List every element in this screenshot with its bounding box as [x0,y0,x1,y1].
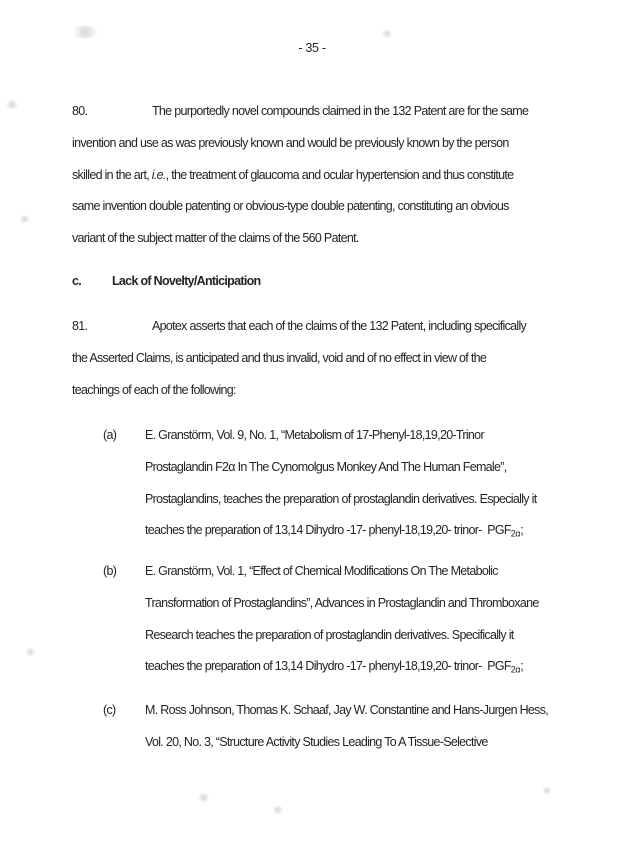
citation-line: Research teaches the preparation of prostaglandin derivatives. Specifically it [145,627,514,642]
paragraph-text: The purportedly novel compounds claimed in the 132 Patent are for the same [152,104,529,118]
paragraph-text: , the treatment of glaucoma and ocular hypertension and thus constitute [165,167,514,182]
citation-text: E. Granstörm, Vol. 1, “Effect of Chemical Modifications On The Metabolic [145,564,498,578]
pgf-subscript: 2α [510,528,521,539]
paragraph-line: same invention double patenting or obvious-type double patenting, constituting an obvious [72,199,509,214]
paragraph-number: 80. [72,104,88,118]
citation-item-a [103,420,536,551]
paragraph-line [72,311,526,343]
paragraph-text: skilled in the art, [72,167,152,182]
heading-letter: c. [72,274,82,288]
scan-smudge [18,215,31,223]
paragraph-text: Apotex asserts that each of the claims of the 132 Patent, including specifically [152,319,527,333]
paragraph-number: 81. [72,319,88,333]
paragraph-line: invention and use as was previously known and would be previously known by the person [72,135,509,150]
heading-title: Lack of Novelty/Anticipation [112,274,261,288]
page-number: - 35 - [298,41,326,55]
citation-line: Vol. 20, No. 3, “Structure Activity Studies Leading To A Tissue-Selective [145,734,488,749]
section-heading-c [72,266,260,298]
item-letter: (a) [103,428,117,442]
scan-smudge [4,100,20,109]
paragraph-81 [72,311,526,406]
citation-text: ; [520,523,523,538]
paragraph-80 [72,96,528,255]
citation-line: Prostaglandin F2α In The Cynomolgus Monkey And The Human Female”, [145,459,507,474]
citation-line [103,515,536,550]
heading-line [72,266,260,298]
citation-line [103,651,539,686]
paragraph-line [72,96,528,128]
scan-smudge [542,786,552,795]
item-letter: (b) [103,564,117,578]
citation-line: Prostaglandins, teaches the preparation of prostaglandin derivatives. Especially it [145,491,537,506]
citation-item-b [103,556,539,687]
citation-text: teaches the preparation of 13,14 Dihydro -17- phenyl-18,19,20- trinor- PGF [145,523,511,538]
citation-text: E. Granstörm, Vol. 9, No. 1, “Metabolism of 17-Phenyl-18,19,20-Trinor [145,428,484,442]
item-letter: (c) [103,703,116,717]
citation-item-c [103,695,548,759]
citation-text: teaches the preparation of 13,14 Dihydro -17- phenyl-18,19,20- trinor- PGF [145,659,511,674]
citation-text: M. Ross Johnson, Thomas K. Schaaf, Jay W. Constantine and Hans-Jurgen Hess, [145,703,549,717]
citation-line: Transformation of Prostaglandins”, Advances in Prostaglandin and Thromboxane [145,595,539,610]
scan-smudge [24,648,37,656]
citation-text: ; [520,659,523,674]
latin-abbreviation: i.e. [151,167,166,182]
scan-smudge [68,26,102,38]
paragraph-line: teachings of each of the following: [72,382,236,397]
paragraph-line [72,160,528,192]
scan-smudge [196,793,211,802]
scan-smudge [272,805,284,815]
scan-smudge [380,30,394,38]
paragraph-line: variant of the subject matter of the claims of the 560 Patent. [72,231,359,246]
citation-line [103,420,536,452]
citation-line [103,695,548,727]
paragraph-line: the Asserted Claims, is anticipated and thus invalid, void and of no effect in view of the [72,350,487,365]
pgf-subscript: 2α [510,664,521,675]
citation-line [103,556,539,588]
